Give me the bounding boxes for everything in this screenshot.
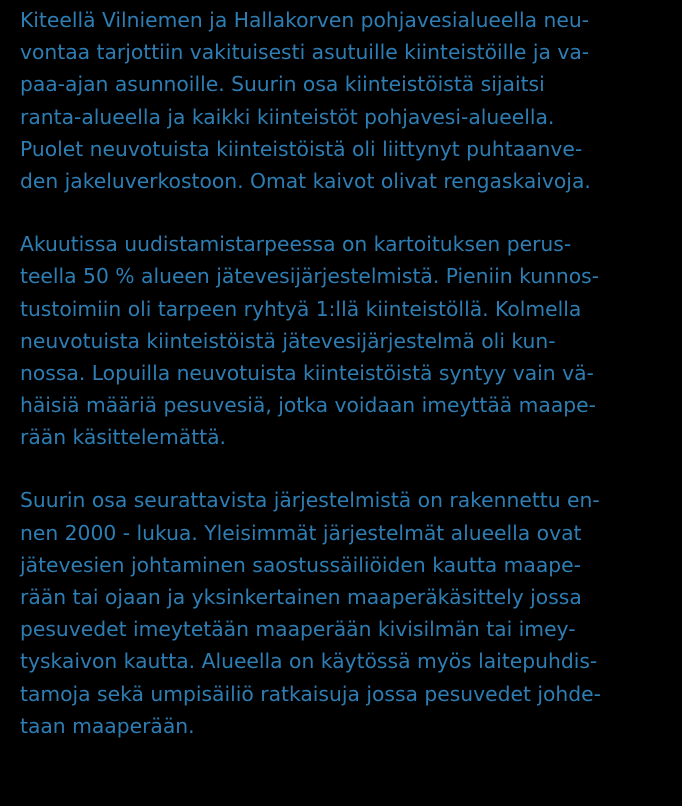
paragraph-line: Puolet neuvotuista kiinteistöistä oli liittynyt puhtaanve-: [20, 136, 583, 161]
paragraph-line: ranta-alueella ja kaikki kiinteistöt pohjavesi-alueella.: [20, 104, 555, 129]
paragraph-line: teella 50 % alueen jätevesijärjestelmistä. Pieniin kunnos-: [20, 264, 600, 289]
paragraph-line: Akuutissa uudistamistarpeessa on kartoituksen perus-: [20, 232, 572, 257]
paragraph-line: tamoja sekä umpisäiliö ratkaisuja jossa pesuvedet johde-: [20, 681, 601, 706]
paragraph-line: jätevesien johtaminen saostussäiliöiden kautta maape-: [20, 552, 581, 577]
paragraph-line: pesuvedet imeytetään maaperään kivisilmän tai imey-: [20, 617, 576, 642]
paragraph-line: neuvotuista kiinteistöistä jätevesijärjestelmä oli kun-: [20, 328, 556, 353]
paragraph-line: rään käsittelemättä.: [20, 425, 226, 450]
paragraph-line: nen 2000 - lukua. Yleisimmät järjestelmät alueella ovat: [20, 520, 582, 545]
paragraph-neuvonta: [20, 4, 674, 197]
paragraph-uudistamistarve: [20, 228, 674, 453]
paragraph-line: den jakeluverkostoon. Omat kaivot olivat rengaskaivoja.: [20, 168, 591, 193]
paragraph-line: paa-ajan asunnoille. Suurin osa kiinteistöistä sijaitsi: [20, 72, 545, 97]
paragraph-line: tustoimiin oli tarpeen ryhtyä 1:llä kiinteistöllä. Kolmella: [20, 296, 582, 321]
paragraph-line: häisiä määriä pesuvesiä, jotka voidaan imeyttää maape-: [20, 393, 596, 418]
paragraph-line: vontaa tarjottiin vakituisesti asutuille kiinteistöille ja va-: [20, 40, 590, 65]
paragraph-line: tyskaivon kautta. Alueella on käytössä myös laitepuhdis-: [20, 649, 598, 674]
paragraph-line: taan maaperään.: [20, 713, 195, 738]
paragraph-jarjestelmat: [20, 484, 674, 742]
paragraph-line: rään tai ojaan ja yksinkertainen maaperäkäsittely jossa: [20, 585, 582, 609]
paragraph-line: Kiteellä Vilniemen ja Hallakorven pohjavesialueella neu-: [20, 8, 590, 32]
paragraph-line: Suurin osa seurattavista järjestelmistä on rakennettu en-: [20, 488, 600, 513]
paragraph-line: nossa. Lopuilla neuvotuista kiinteistöistä syntyy vain vä-: [20, 360, 594, 385]
